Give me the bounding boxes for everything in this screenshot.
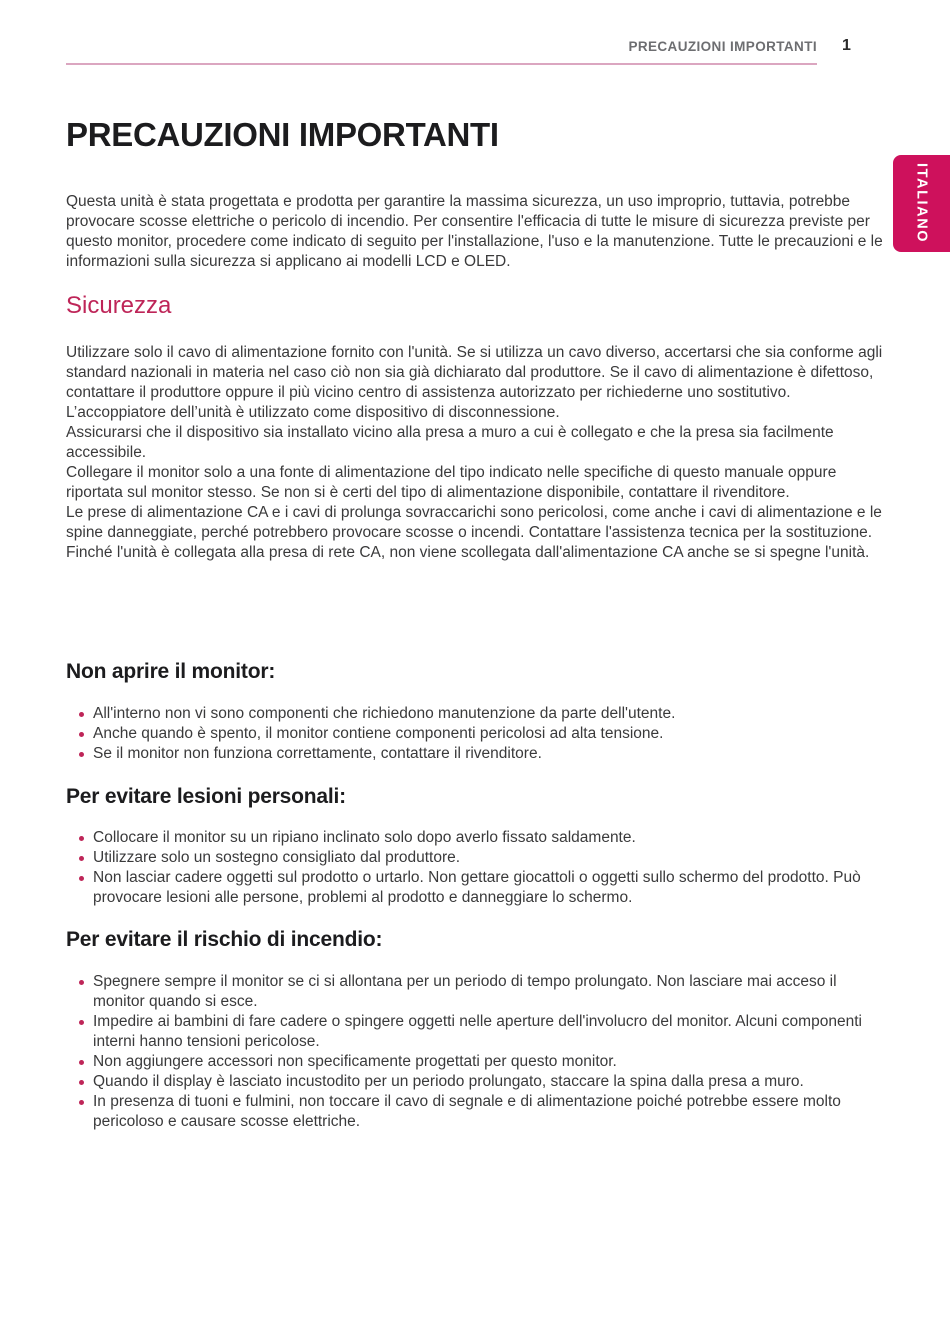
list-item: Anche quando è spento, il monitor contiene componenti pericolosi ad alta tensione. bbox=[66, 724, 890, 744]
subsection-heading-incendio: Per evitare il rischio di incendio: bbox=[66, 928, 383, 951]
bullet-list-incendio bbox=[66, 972, 890, 1132]
list-item: All'interno non vi sono componenti che richiedono manutenzione da parte dell'utente. bbox=[66, 704, 890, 724]
list-item: Spegnere sempre il monitor se ci si allontana per un periodo di tempo prolungato. Non lasciare mai acceso il monitor quando si esce. bbox=[66, 972, 890, 1012]
bullet-list-non-aprire bbox=[66, 704, 890, 764]
list-item: Utilizzare solo un sostegno consigliato dal produttore. bbox=[66, 848, 890, 868]
intro-paragraph: Questa unità è stata progettata e prodotta per garantire la massima sicurezza, un uso improprio, tuttavia, potrebbe provocare scosse elettriche o pericolo di incendio. Per consentire l'efficacia di tutte le misure di sicurezza previste per questo monitor, procedere come indicato di seguito per l'installazione, l'uso e la manutenzione. Tutte le precauzioni e le informazioni sulla sicurezza si applicano ai modelli LCD e OLED. bbox=[66, 193, 883, 270]
safety-paragraphs bbox=[66, 343, 890, 563]
page-title: PRECAUZIONI IMPORTANTI bbox=[66, 116, 499, 153]
list-item: Collocare il monitor su un ripiano inclinato solo dopo averlo fissato saldamente. bbox=[66, 828, 890, 848]
list-item: Quando il display è lasciato incustodito per un periodo prolungato, staccare la spina dalla presa a muro. bbox=[66, 1072, 890, 1092]
safety-paragraph: Assicurarsi che il dispositivo sia installato vicino alla presa a muro a cui è collegato e che la presa sia facilmente accessibile. bbox=[66, 424, 834, 461]
safety-paragraph: Utilizzare solo il cavo di alimentazione fornito con l'unità. Se si utilizza un cavo diverso, accertarsi che sia conforme agli standard nazionali in materia nel caso ciò non sia già dichiarato dal produttore. Se il cavo di alimentazione è difettoso, contattare il produttore oppure il più vicino centro di assistenza autorizzato per richiederne uno sostitutivo. bbox=[66, 344, 883, 401]
running-header bbox=[66, 38, 817, 65]
safety-paragraph: L’accoppiatore dell’unità è utilizzato come dispositivo di disconnessione. bbox=[66, 404, 560, 421]
list-item: In presenza di tuoni e fulmini, non toccare il cavo di segnale e di alimentazione poiché potrebbe essere molto pericoloso e causare scosse elettriche. bbox=[66, 1092, 890, 1132]
bullet-list-lesioni bbox=[66, 828, 890, 908]
subsection-heading-lesioni: Per evitare lesioni personali: bbox=[66, 785, 346, 808]
list-item: Se il monitor non funziona correttamente, contattare il rivenditore. bbox=[66, 744, 890, 764]
list-item: Non lasciar cadere oggetti sul prodotto o urtarlo. Non gettare giocattoli o oggetti sullo schermo del prodotto. Può provocare lesioni alle persone, problemi al prodotto e danneggiare lo schermo. bbox=[66, 868, 890, 908]
subsection-heading-non-aprire: Non aprire il monitor: bbox=[66, 660, 276, 683]
section-title-sicurezza: Sicurezza bbox=[66, 292, 172, 319]
safety-paragraph: Finché l'unità è collegata alla presa di rete CA, non viene scollegata dall'alimentazione CA anche se si spegne l'unità. bbox=[66, 544, 870, 561]
safety-paragraph: Le prese di alimentazione CA e i cavi di prolunga sovraccarichi sono pericolosi, come anche i cavi di alimentazione e le spine danneggiate, perché potrebbero provocare scosse o incendi. Contattare l'assistenza tecnica per la sostituzione. bbox=[66, 504, 882, 541]
safety-paragraph: Collegare il monitor solo a una fonte di alimentazione del tipo indicato nelle specifiche di questo manuale oppure riportata sul monitor stesso. Se non si è certi del tipo di alimentazione disponibile, contattare il rivenditore. bbox=[66, 464, 837, 501]
language-tab-italiano bbox=[893, 155, 950, 252]
list-item: Non aggiungere accessori non specificamente progettati per questo monitor. bbox=[66, 1052, 890, 1072]
running-header-title: PRECAUZIONI IMPORTANTI bbox=[628, 39, 817, 54]
list-item: Impedire ai bambini di fare cadere o spingere oggetti nelle aperture dell'involucro del monitor. Alcuni componenti interni hanno tensioni pericolose. bbox=[66, 1012, 890, 1052]
language-tab-label: ITALIANO bbox=[913, 163, 930, 244]
page-number: 1 bbox=[842, 37, 851, 54]
